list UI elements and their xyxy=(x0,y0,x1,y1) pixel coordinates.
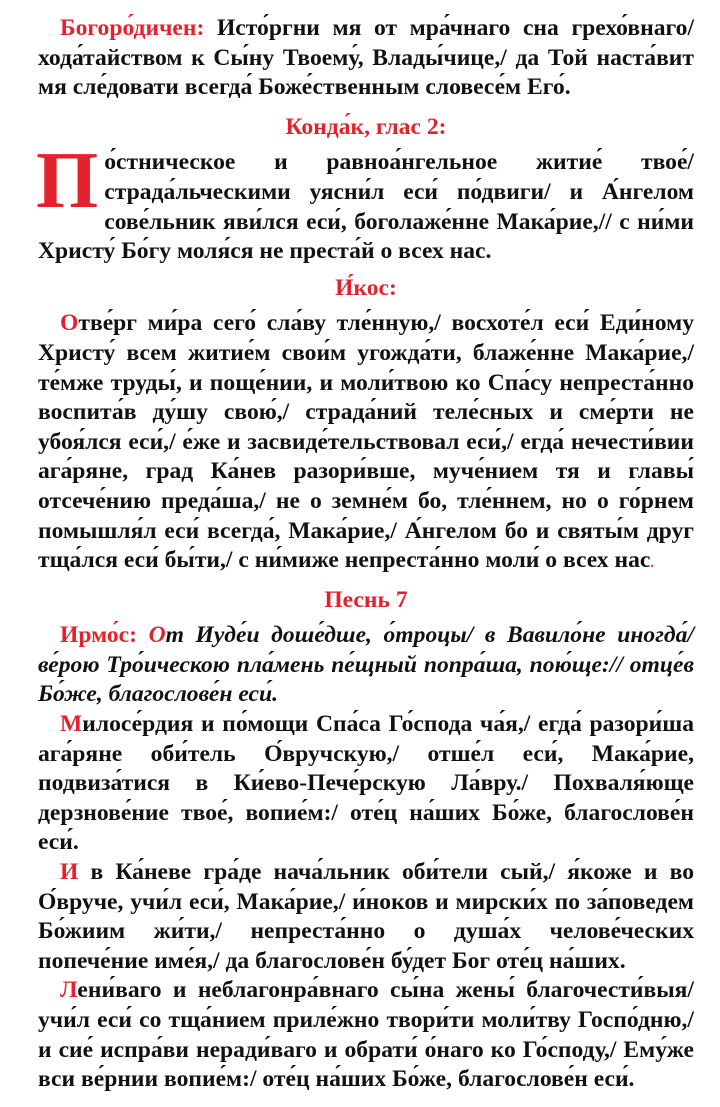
troparion-3-text: ени́ваго и неблагонра́внаго сы́на жены́ благочести́выя/ учи́л еси́ со тща́нием приле́жно твори́ти моли́тву Госпо́дню,/ и сие́ испра́ви неради́ваго и обрати́ о́наго ко Го́споду,/ Ему́же вси ве́рнии вопие́м:/ оте́ц на́ших Бо́же, благослове́н еси́. xyxy=(38,977,694,1093)
kondak-dropcap: П xyxy=(36,137,99,226)
irmos-text: т Иуде́и доше́дше, о́троцы/ в Вавило́не иногда́/ ве́рою Тро́ическою пла́мень пе́щный попра́ша, пою́ще:// отце́в Бо́же, благослове́н еси́. xyxy=(38,622,694,708)
troparion-1 xyxy=(38,710,694,858)
troparion-3 xyxy=(38,976,694,1094)
troparion-2-initial: И xyxy=(60,859,79,886)
troparion-1-text: илосе́рдия и по́мощи Спа́са Го́спода ча́я,/ егда́ разори́ша ага́ряне оби́тель О́вручскую,/ отше́л еси́, Мака́рие, подвиза́тися в Ки́ево-Пече́рскую Ла́вру./ Похваля́юще дерзнове́ние твое́, вопие́м:/ оте́ц на́ших Бо́же, благослове́н еси́. xyxy=(38,711,694,856)
ikos-end-mark: . xyxy=(650,556,654,572)
kondak-text: о́стническое и равноа́нгельное житие́ твое́/ страда́льческими уясни́л еси́ по́двиги/ и А́нгелом сове́льник яви́лся еси́, боголаже́нне Мака́рие,// с ни́ми Христу́ Бо́гу моля́ся не преста́й о всех нас. xyxy=(38,149,694,265)
irmos-paragraph xyxy=(38,621,694,710)
troparion-3-initial: Л xyxy=(60,977,78,1004)
kondak-paragraph xyxy=(36,137,694,266)
troparion-2-text: в Ка́неве гра́де нача́льник оби́тели сый,/ я́коже и во О́вруче, учи́л еси́, Мака́рие,/ и́ноков и мирски́х по за́поведем Бо́жиим жи́ти,/ непреста́нно о душа́х челове́ческих попече́ние име́я,/ да благослове́н бу́дет Бог оте́ц на́ших. xyxy=(38,859,694,974)
troparion-1-initial: М xyxy=(60,711,83,738)
kondak-heading: Конда́к, глас 2: xyxy=(285,113,447,140)
ikos-paragraph xyxy=(38,309,694,578)
irmos-label: Ирмо́с: xyxy=(60,622,138,649)
ikos-text: тве́рг ми́ра сего́ сла́ву тле́нную,/ восхоте́л еси́ Еди́ному Христу́ всем житие́м свои́м угожда́ти, блаже́нне Мака́рие,/ те́мже труды́, и поще́нии, и моли́твою ко Спа́су непреста́нно воспита́в ду́шу свою́,/ страда́ний теле́сных и сме́рти не убоя́лся еси́,/ е́же и засвиде́тельствовал еси́,/ егда́ нечести́вии ага́ряне, град Ка́нев разори́вше, муче́нием тя и главы́ отсече́нию преда́ша,/ не о земне́м бо, тле́ннем, но о го́рнем помышля́л еси́ всегда́, Мака́рие,/ А́нгелом бо и святы́м друг тща́лся еси́ бы́ти,/ с ни́миже непреста́нно моли́ о всех нас xyxy=(38,310,694,574)
song7-heading: Песнь 7 xyxy=(324,586,408,613)
bogorodichen-label: Богоро́дичен: xyxy=(60,15,205,41)
irmos-initial: О xyxy=(137,622,166,649)
bogorodichen-paragraph xyxy=(38,14,694,103)
bogorodichen-text: Исто́ргни мя от мра́чнаго сна грехо́внаго/ хода́тайством к Сы́ну Твоему́, Влады́чице,/ да Той наста́вит мя сле́довати всегда́ Боже́ственным словесе́м Его́. xyxy=(38,15,694,101)
troparion-2 xyxy=(38,858,694,976)
ikos-heading: И́кос: xyxy=(335,274,397,301)
ikos-initial: О xyxy=(60,310,79,337)
